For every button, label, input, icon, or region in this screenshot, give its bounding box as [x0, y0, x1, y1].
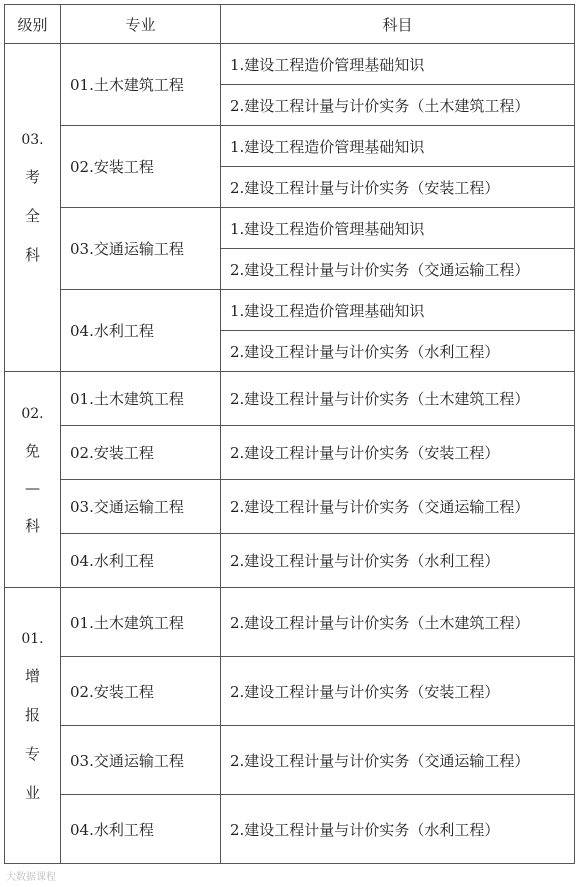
level-char: —: [25, 478, 40, 497]
level-cell-exempt: [5, 372, 61, 588]
table-row: [5, 588, 575, 657]
subject-cell: 1.建设工程造价管理基础知识: [221, 126, 575, 167]
subject-cell: 2.建设工程计量与计价实务（土木建筑工程）: [221, 588, 575, 657]
level-char: 增: [24, 666, 40, 685]
header-row: [5, 5, 575, 44]
subject-cell: 2.建设工程计量与计价实务（土木建筑工程）: [221, 372, 575, 426]
level-char: 报: [24, 705, 40, 724]
level-char: 专: [24, 744, 40, 763]
watermark: 大数据课程: [6, 872, 56, 883]
table-row: [5, 372, 575, 426]
subject-cell: 2.建设工程计量与计价实务（土木建筑工程）: [221, 85, 575, 126]
level-char: 全: [24, 207, 40, 225]
header-subject: 科目: [221, 5, 575, 44]
level-char: 科: [24, 246, 40, 264]
level-code: 02.: [21, 405, 44, 422]
major-cell: 02.安装工程: [61, 657, 221, 726]
major-cell: 04.水利工程: [61, 795, 221, 864]
table-row: [5, 44, 575, 85]
table-row: [5, 290, 575, 331]
subject-cell: 2.建设工程计量与计价实务（交通运输工程）: [221, 726, 575, 795]
subject-cell: 2.建设工程计量与计价实务（水利工程）: [221, 795, 575, 864]
subject-cell: 1.建设工程造价管理基础知识: [221, 208, 575, 249]
table-row: [5, 657, 575, 726]
level-code: 01.: [21, 630, 44, 647]
table-row: [5, 126, 575, 167]
major-cell: 01.土木建筑工程: [61, 588, 221, 657]
table-row: [5, 795, 575, 864]
major-cell: 02.安装工程: [61, 126, 221, 208]
major-cell: 03.交通运输工程: [61, 480, 221, 534]
table-row: [5, 426, 575, 480]
major-cell: 03.交通运输工程: [61, 726, 221, 795]
subject-cell: 2.建设工程计量与计价实务（安装工程）: [221, 167, 575, 208]
table-row: [5, 726, 575, 795]
subject-cell: 2.建设工程计量与计价实务（水利工程）: [221, 331, 575, 372]
level-char: 免: [24, 441, 40, 460]
exam-subject-table: [4, 4, 575, 864]
major-cell: 02.安装工程: [61, 426, 221, 480]
major-cell: 01.土木建筑工程: [61, 44, 221, 126]
major-cell: 03.交通运输工程: [61, 208, 221, 290]
subject-cell: 2.建设工程计量与计价实务（交通运输工程）: [221, 249, 575, 290]
table-row: [5, 208, 575, 249]
subject-cell: 2.建设工程计量与计价实务（水利工程）: [221, 534, 575, 588]
level-char: 业: [24, 783, 40, 802]
major-cell: 04.水利工程: [61, 290, 221, 372]
header-major: 专业: [61, 5, 221, 44]
level-char: 考: [24, 168, 40, 186]
subject-cell: 2.建设工程计量与计价实务（交通运输工程）: [221, 480, 575, 534]
header-level: 级别: [5, 5, 61, 44]
table-row: [5, 480, 575, 534]
subject-cell: 2.建设工程计量与计价实务（安装工程）: [221, 657, 575, 726]
major-cell: 01.土木建筑工程: [61, 372, 221, 426]
level-cell-full: [5, 44, 61, 372]
level-code: 03.: [21, 132, 44, 148]
level-char: 科: [24, 516, 40, 535]
level-cell-additional: [5, 588, 61, 864]
subject-cell: 1.建设工程造价管理基础知识: [221, 290, 575, 331]
table-row: [5, 534, 575, 588]
subject-cell: 2.建设工程计量与计价实务（安装工程）: [221, 426, 575, 480]
major-cell: 04.水利工程: [61, 534, 221, 588]
subject-cell: 1.建设工程造价管理基础知识: [221, 44, 575, 85]
